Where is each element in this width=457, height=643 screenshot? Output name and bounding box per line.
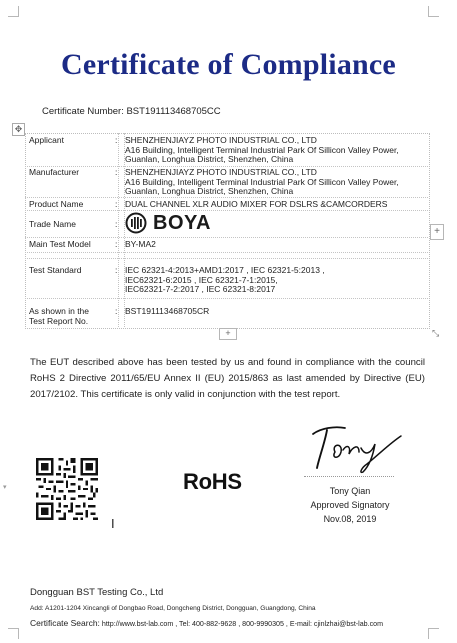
text-cursor: I bbox=[111, 516, 115, 531]
model-value: BY-MA2 bbox=[125, 239, 156, 249]
row-separator bbox=[25, 237, 428, 238]
manufacturer-address-line2: Guanlan, Longhua District, Shenzhen, China bbox=[125, 186, 294, 197]
compliance-statement: The EUT described above has been tested by us and found in compliance with the council RoHS 2 Directive 2011/65/EU Annex II (EU) 2015/863 as last amended by Directive (EU) 2017/2102. This certificate is only valid in conjunction with the test report. bbox=[30, 357, 425, 400]
row-colon: : bbox=[115, 167, 118, 177]
row-colon: : bbox=[115, 265, 118, 275]
test-standard-line: IEC62321-6:2015 , IEC 62321-7-1:2015, bbox=[125, 274, 278, 285]
report-label-line1: As shown in the bbox=[29, 306, 90, 316]
row-separator bbox=[25, 197, 428, 198]
footer bbox=[30, 586, 440, 631]
row-colon: : bbox=[115, 219, 118, 229]
product-name-label: Product Name bbox=[29, 199, 84, 209]
report-label bbox=[29, 307, 113, 326]
row-colon: : bbox=[115, 239, 118, 249]
applicant-address-line2: Guanlan, Longhua District, Shenzhen, China bbox=[125, 154, 294, 165]
boya-logo bbox=[125, 211, 211, 235]
model-label: Main Test Model bbox=[29, 239, 91, 249]
signatory-name: Tony Qian bbox=[329, 486, 371, 496]
crop-mark-bottom-left bbox=[8, 628, 19, 639]
applicant-value bbox=[125, 136, 425, 165]
footer-address: Add: A1201-1204 Xincangli of Dongbao Road, Dongcheng District, Dongguan, Guangdong, China bbox=[30, 605, 316, 612]
footer-search-lead: Certificate Search: bbox=[30, 618, 100, 628]
row-separator bbox=[25, 252, 428, 253]
row-colon: : bbox=[115, 199, 118, 209]
footer-search-details: http://www.bst-lab.com , Tel: 400-882-9628 , 800-9990305 , E-mail: cjinlzhai@bst-lab.com bbox=[99, 620, 383, 628]
signature-line bbox=[304, 476, 394, 477]
applicant-address-line1: A16 Building, Intelligent Terminal Industrial Park Of Sillicon Valley Power, bbox=[125, 144, 399, 155]
table-move-handle[interactable]: ✥ bbox=[12, 123, 25, 136]
qr-code-image bbox=[36, 458, 98, 520]
footer-search bbox=[30, 616, 440, 631]
footer-company: Dongguan BST Testing Co., Ltd bbox=[30, 587, 164, 598]
scroll-arrow-icon[interactable]: ▾ bbox=[3, 484, 7, 491]
product-name-value: DUAL CHANNEL XLR AUDIO MIXER FOR DSLRS &CAMCORDERS bbox=[125, 199, 388, 209]
certificate-title: Certificate of Compliance bbox=[61, 48, 396, 81]
add-row-button[interactable]: + bbox=[219, 328, 237, 340]
boya-logo-text: BOYA bbox=[153, 211, 211, 234]
signatory-title: Approved Signatory bbox=[310, 500, 390, 510]
report-label-line2: Test Report No. bbox=[29, 315, 89, 326]
test-standard-line: IEC62321-7-2:2017 , IEC 62321-8:2017 bbox=[125, 284, 276, 295]
manufacturer-value bbox=[125, 168, 425, 197]
row-colon: : bbox=[115, 306, 118, 316]
qr-code bbox=[36, 458, 98, 525]
manufacturer-address-line1: A16 Building, Intelligent Terminal Industrial Park Of Sillicon Valley Power, bbox=[125, 176, 399, 187]
row-separator bbox=[25, 298, 428, 299]
manufacturer-name: SHENZHENJIAYZ PHOTO INDUSTRIAL CO., LTD bbox=[125, 167, 317, 177]
test-standard-value bbox=[125, 266, 425, 295]
boya-logo-icon bbox=[125, 212, 149, 234]
signature-date: Nov.08, 2019 bbox=[323, 514, 377, 524]
crop-mark-top-right bbox=[428, 6, 439, 17]
row-separator bbox=[25, 258, 428, 259]
applicant-name: SHENZHENJIAYZ PHOTO INDUSTRIAL CO., LTD bbox=[125, 135, 317, 145]
handwritten-signature bbox=[305, 422, 405, 474]
test-standard-line: IEC 62321-4:2013+AMD1:2017 , IEC 62321-5:2013 , bbox=[125, 265, 325, 275]
signature-image bbox=[305, 422, 405, 479]
table-resize-handle[interactable]: ⤡ bbox=[432, 328, 440, 338]
add-column-button[interactable]: + bbox=[430, 224, 444, 240]
rohs-mark: RoHS bbox=[183, 469, 242, 494]
report-value: BST191113468705CR bbox=[125, 306, 210, 316]
signatory-block bbox=[290, 484, 410, 526]
test-standard-label: Test Standard bbox=[29, 265, 82, 275]
row-separator bbox=[25, 210, 428, 211]
row-colon: : bbox=[115, 135, 118, 145]
trade-name-label: Trade Name bbox=[29, 219, 76, 229]
certificate-number: Certificate Number: BST191113468705CC bbox=[42, 106, 221, 117]
manufacturer-label: Manufacturer bbox=[29, 167, 80, 177]
applicant-label: Applicant bbox=[29, 135, 64, 145]
crop-mark-top-left bbox=[8, 6, 19, 17]
